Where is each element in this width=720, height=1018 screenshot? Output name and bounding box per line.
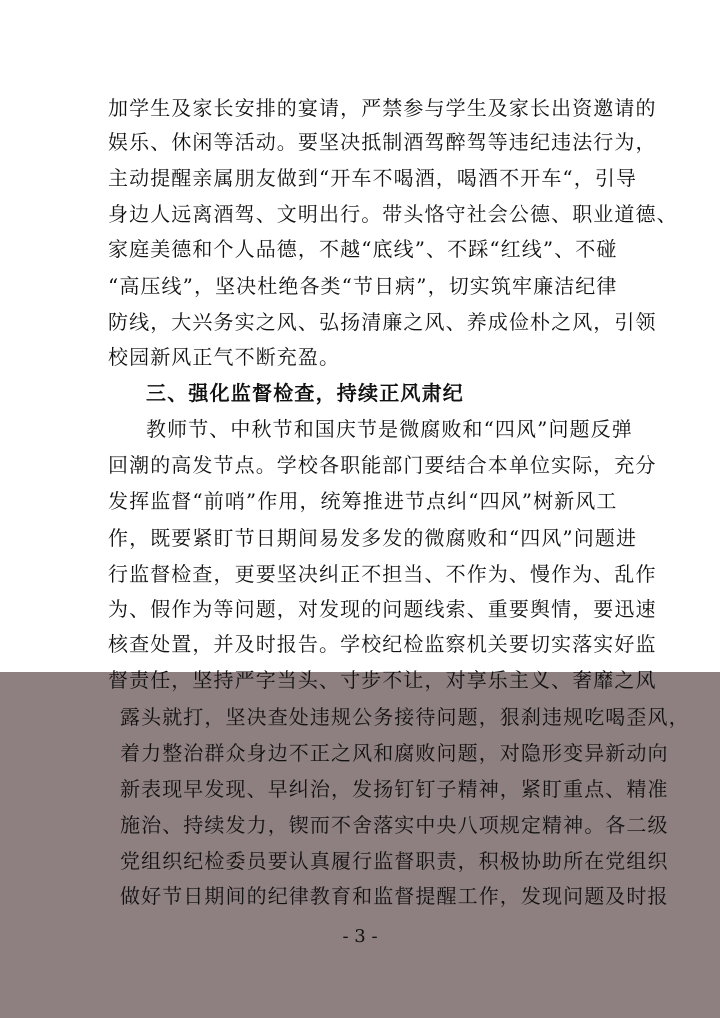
body-line: 为、假作为等问题，对发现的问题线索、重要舆情，要迅速: [108, 597, 657, 621]
body-line: 家庭美德和个人品德，不越“底线”、不踩“红线”、不碰: [108, 237, 618, 261]
body-line: 施治、持续发力，锲而不舍落实中央八项规定精神。各二级: [120, 813, 669, 837]
body-line: 督责任，坚持严字当头、寸步不让，对享乐主义、奢靡之风: [108, 668, 657, 692]
body-line: 娱乐、休闲等活动。要坚决抵制酒驾醉驾等违纪违法行为，: [108, 130, 657, 154]
body-line: 防线，大兴务实之风、弘扬清廉之风、养成俭朴之风，引领: [108, 310, 657, 334]
body-line: 新表现早发现、早纠治，发扬钉钉子精神，紧盯重点、精准: [120, 777, 669, 801]
body-line: 着力整治群众身边不正之风和腐败问题，对隐形变异新动向: [120, 741, 669, 765]
body-line: 教师节、中秋节和国庆节是微腐败和“四风”问题反弹: [146, 417, 633, 441]
body-line: 主动提醒亲属朋友做到“开车不喝酒，喝酒不开车“，引导: [108, 166, 638, 190]
body-line: 露头就打，坚决查处违规公务接待问题，狠刹违规吃喝歪风，: [120, 705, 690, 729]
body-line: 党组织纪检委员要认真履行监督职责，积极协助所在党组织: [120, 849, 669, 873]
body-line: 发挥监督“前哨”作用，统筹推进节点纠“四风”树新风工: [108, 489, 618, 513]
section-heading: 三、强化监督检查，持续正风肃纪: [146, 381, 464, 405]
body-line: 行监督检查，更要坚决纠正不担当、不作为、慢作为、乱作: [108, 562, 657, 586]
body-line: “高压线”，坚决杜绝各类“节日病”，切实筑牢廉洁纪律: [108, 274, 618, 298]
body-line: 回潮的高发节点。学校各职能部门要结合本单位实际，充分: [108, 453, 657, 477]
body-line: 做好节日期间的纪律教育和监督提醒工作，发现问题及时报: [120, 884, 669, 908]
body-line: 核查处置，并及时报告。学校纪检监察机关要切实落实好监: [108, 632, 657, 656]
body-line: 校园新风正气不断充盈。: [108, 345, 341, 369]
body-line: 作，既要紧盯节日期间易发多发的微腐败和“四风”问题进: [108, 526, 638, 550]
body-line: 身边人远离酒驾、文明出行。带头恪守社会公德、职业道德、: [108, 202, 678, 226]
page-number: - 3 -: [342, 926, 378, 947]
body-line: 加学生及家长安排的宴请，严禁参与学生及家长出资邀请的: [108, 96, 657, 120]
